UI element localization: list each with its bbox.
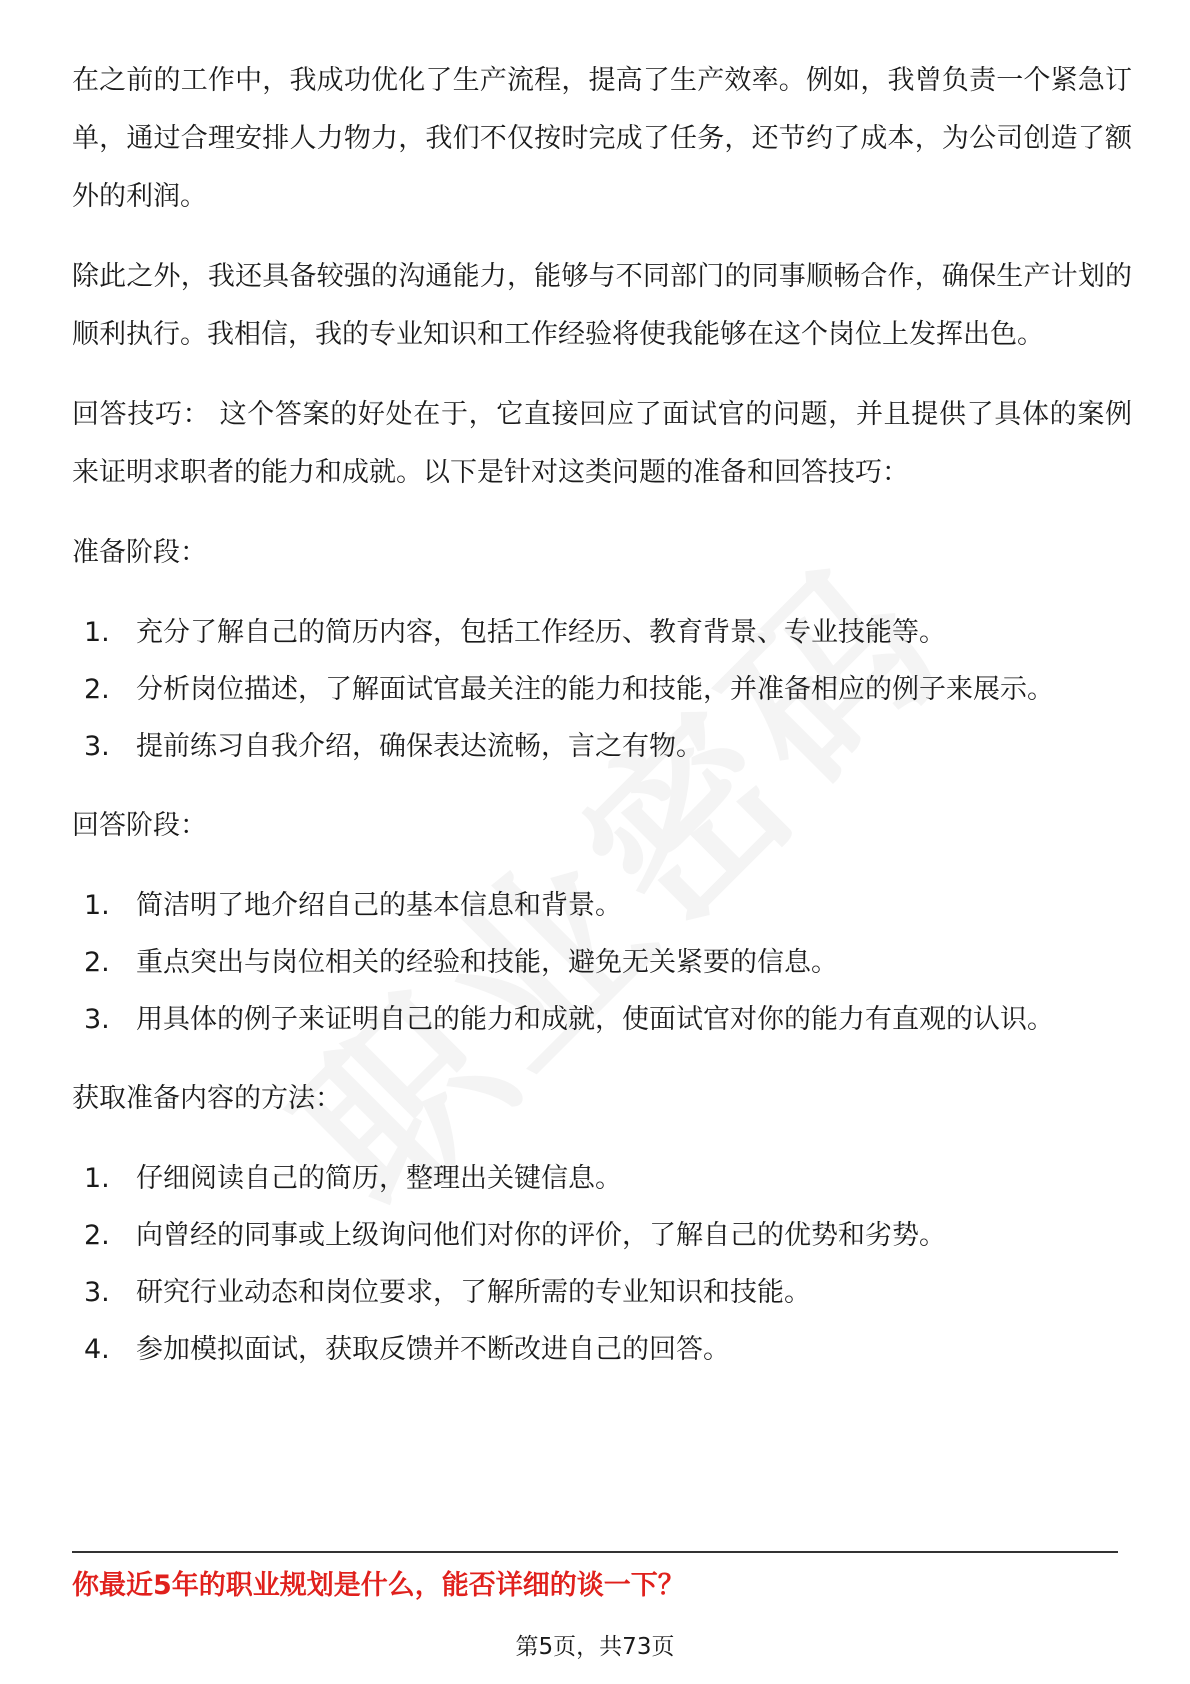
list-item-text: 仔细阅读自己的简历，整理出关键信息。 bbox=[136, 1163, 622, 1194]
list-item-text: 重点突出与岗位相关的经验和技能，避免无关紧要的信息。 bbox=[136, 947, 838, 978]
list-item-number: 2. bbox=[84, 947, 110, 978]
answering-list bbox=[72, 877, 1132, 1048]
section-heading: 获取准备内容的方法： bbox=[72, 1083, 342, 1114]
list-item-number: 2. bbox=[84, 1220, 110, 1251]
paragraph-answer-tips: 回答技巧： 这个答案的好处在于，它直接回应了面试官的问题，并且提供了具体的案例来证明求职者的能力和成就。以下是针对这类问题的准备和回答技巧： bbox=[72, 399, 1132, 488]
list-item bbox=[72, 1207, 1132, 1264]
list-item bbox=[72, 1150, 1132, 1207]
list-item-text: 参加模拟面试，获取反馈并不断改进自己的回答。 bbox=[136, 1334, 730, 1365]
list-item bbox=[72, 604, 1132, 661]
section-preparation bbox=[72, 524, 1132, 775]
list-item-text: 用具体的例子来证明自己的能力和成就，使面试官对你的能力有直观的认识。 bbox=[136, 1004, 1054, 1035]
paragraph-achievement: 在之前的工作中，我成功优化了生产流程，提高了生产效率。例如，我曾负责一个紧急订单，通过合理安排人力物力，我们不仅按时完成了任务，还节约了成本，为公司创造了额外的利润。 bbox=[72, 65, 1132, 212]
list-item-number: 2. bbox=[84, 674, 110, 705]
list-item bbox=[72, 1264, 1132, 1321]
list-item-number: 1. bbox=[84, 1163, 110, 1194]
list-item-number: 1. bbox=[84, 890, 110, 921]
list-item bbox=[72, 661, 1132, 718]
list-item bbox=[72, 877, 1132, 934]
section-heading: 回答阶段： bbox=[72, 810, 207, 841]
methods-list bbox=[72, 1150, 1132, 1378]
list-item bbox=[72, 1321, 1132, 1378]
list-item-text: 简洁明了地介绍自己的基本信息和背景。 bbox=[136, 890, 622, 921]
list-item-text: 研究行业动态和岗位要求，了解所需的专业知识和技能。 bbox=[136, 1277, 811, 1308]
page-number: 第5页，共73页 bbox=[515, 1634, 675, 1660]
list-item-number: 4. bbox=[84, 1334, 110, 1365]
section-methods bbox=[72, 1070, 1132, 1378]
list-item bbox=[72, 934, 1132, 991]
main-content bbox=[72, 52, 1132, 1400]
list-item bbox=[72, 718, 1132, 775]
paragraph-communication: 除此之外，我还具备较强的沟通能力，能够与不同部门的同事顺畅合作，确保生产计划的顺利执行。我相信，我的专业知识和工作经验将使我能够在这个岗位上发挥出色。 bbox=[72, 261, 1132, 350]
list-item bbox=[72, 991, 1132, 1048]
section-divider bbox=[72, 1551, 1118, 1553]
list-item-text: 向曾经的同事或上级询问他们对你的评价，了解自己的优势和劣势。 bbox=[136, 1220, 946, 1251]
list-item-number: 3. bbox=[84, 1277, 110, 1308]
list-item-text: 充分了解自己的简历内容，包括工作经历、教育背景、专业技能等。 bbox=[136, 617, 946, 648]
list-item-text: 提前练习自我介绍，确保表达流畅，言之有物。 bbox=[136, 731, 703, 762]
section-answering bbox=[72, 797, 1132, 1048]
list-item-text: 分析岗位描述，了解面试官最关注的能力和技能，并准备相应的例子来展示。 bbox=[136, 674, 1054, 705]
preparation-list bbox=[72, 604, 1132, 775]
list-item-number: 1. bbox=[84, 617, 110, 648]
list-item-number: 3. bbox=[84, 731, 110, 762]
next-question-title: 你最近5年的职业规划是什么，能否详细的谈一下？ bbox=[72, 1570, 685, 1601]
section-heading: 准备阶段： bbox=[72, 537, 207, 568]
list-item-number: 3. bbox=[84, 1004, 110, 1035]
